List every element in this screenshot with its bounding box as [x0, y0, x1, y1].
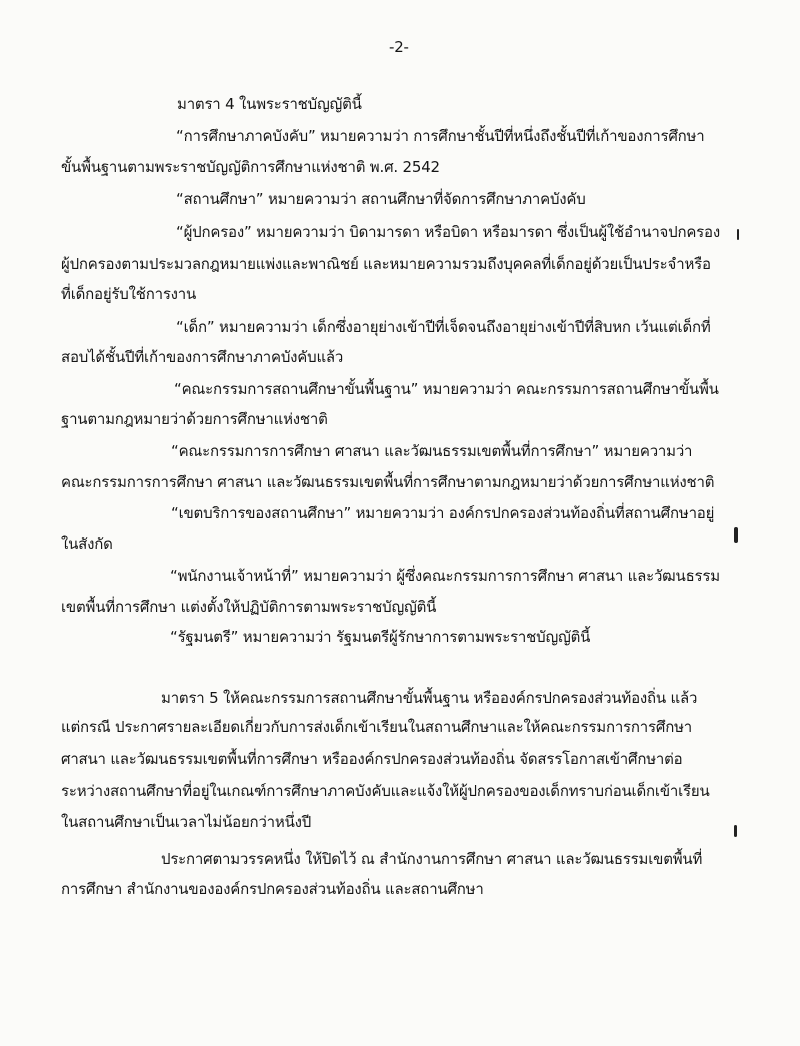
text-line: เขตพื้นที่การศึกษา แต่งตั้งให้ปฏิบัติการตามพระราชบัญญัตินี้ [61, 598, 437, 616]
text-line: “คณะกรรมการสถานศึกษาขั้นพื้นฐาน” หมายความว่า คณะกรรมการสถานศึกษาขั้นพื้น [174, 380, 719, 398]
margin-mark [734, 825, 737, 837]
text-line: ที่เด็กอยู่รับใช้การงาน [61, 285, 197, 303]
text-line: แต่กรณี ประกาศรายละเอียดเกี่ยวกับการส่งเด็กเข้าเรียนในสถานศึกษาและให้คณะกรรมการการศึกษา [61, 718, 692, 736]
text-line: ศาสนา และวัฒนธรรมเขตพื้นที่การศึกษา หรือองค์กรปกครองส่วนท้องถิ่น จัดสรรโอกาสเข้าศึกษาต่อ [61, 750, 683, 768]
text-line: “สถานศึกษา” หมายความว่า สถานศึกษาที่จัดการศึกษาภาคบังคับ [176, 190, 586, 208]
text-line: สอบได้ชั้นปีที่เก้าของการศึกษาภาคบังคับแล้ว [61, 348, 344, 366]
text-line: ฐานตามกฎหมายว่าด้วยการศึกษาแห่งชาติ [61, 410, 328, 428]
text-line: การศึกษา สำนักงานขององค์กรปกครองส่วนท้องถิ่น และสถานศึกษา [61, 880, 484, 898]
text-line: “ผู้ปกครอง” หมายความว่า บิดามารดา หรือบิดา หรือมารดา ซึ่งเป็นผู้ใช้อำนาจปกครอง [176, 223, 720, 241]
text-line: ผู้ปกครองตามประมวลกฎหมายแพ่งและพาณิชย์ และหมายความรวมถึงบุคคลที่เด็กอยู่ด้วยเป็นประจำหรือ [61, 255, 711, 273]
text-line: มาตรา 5 ให้คณะกรรมการสถานศึกษาขั้นพื้นฐาน หรือองค์กรปกครองส่วนท้องถิ่น แล้ว [161, 689, 698, 707]
text-line: คณะกรรมการการศึกษา ศาสนา และวัฒนธรรมเขตพื้นที่การศึกษาตามกฎหมายว่าด้วยการศึกษาแห่งชาติ [61, 473, 715, 491]
text-line: “พนักงานเจ้าหน้าที่” หมายความว่า ผู้ซึ่งคณะกรรมการการศึกษา ศาสนา และวัฒนธรรม [170, 567, 720, 585]
text-line: “รัฐมนตรี” หมายความว่า รัฐมนตรีผู้รักษาการตามพระราชบัญญัตินี้ [170, 628, 591, 646]
margin-mark [737, 229, 739, 240]
text-line: ในสถานศึกษาเป็นเวลาไม่น้อยกว่าหนึ่งปี [61, 813, 312, 831]
text-line: ระหว่างสถานศึกษาที่อยู่ในเกณฑ์การศึกษาภาคบังคับและแจ้งให้ผู้ปกครองของเด็กทราบก่อนเด็กเข้าเรียน [61, 782, 710, 800]
text-line: มาตรา 4 ในพระราชบัญญัตินี้ [177, 95, 362, 113]
page-number: -2- [389, 38, 409, 56]
text-line: “คณะกรรมการการศึกษา ศาสนา และวัฒนธรรมเขตพื้นที่การศึกษา” หมายความว่า [171, 442, 693, 460]
text-line: ขั้นพื้นฐานตามพระราชบัญญัติการศึกษาแห่งชาติ พ.ศ. 2542 [61, 158, 440, 176]
text-line: ประกาศตามวรรคหนึ่ง ให้ปิดไว้ ณ สำนักงานการศึกษา ศาสนา และวัฒนธรรมเขตพื้นที่ [161, 850, 703, 868]
margin-mark [734, 527, 738, 543]
text-line: ในสังกัด [61, 535, 113, 553]
text-line: “เขตบริการของสถานศึกษา” หมายความว่า องค์กรปกครองส่วนท้องถิ่นที่สถานศึกษาอยู่ [171, 504, 715, 522]
text-line: “การศึกษาภาคบังคับ” หมายความว่า การศึกษาชั้นปีที่หนึ่งถึงชั้นปีที่เก้าของการศึกษา [176, 127, 705, 145]
text-line: “เด็ก” หมายความว่า เด็กซึ่งอายุย่างเข้าปีที่เจ็ดจนถึงอายุย่างเข้าปีที่สิบหก เว้นแต่เด็กที่ [176, 318, 711, 336]
